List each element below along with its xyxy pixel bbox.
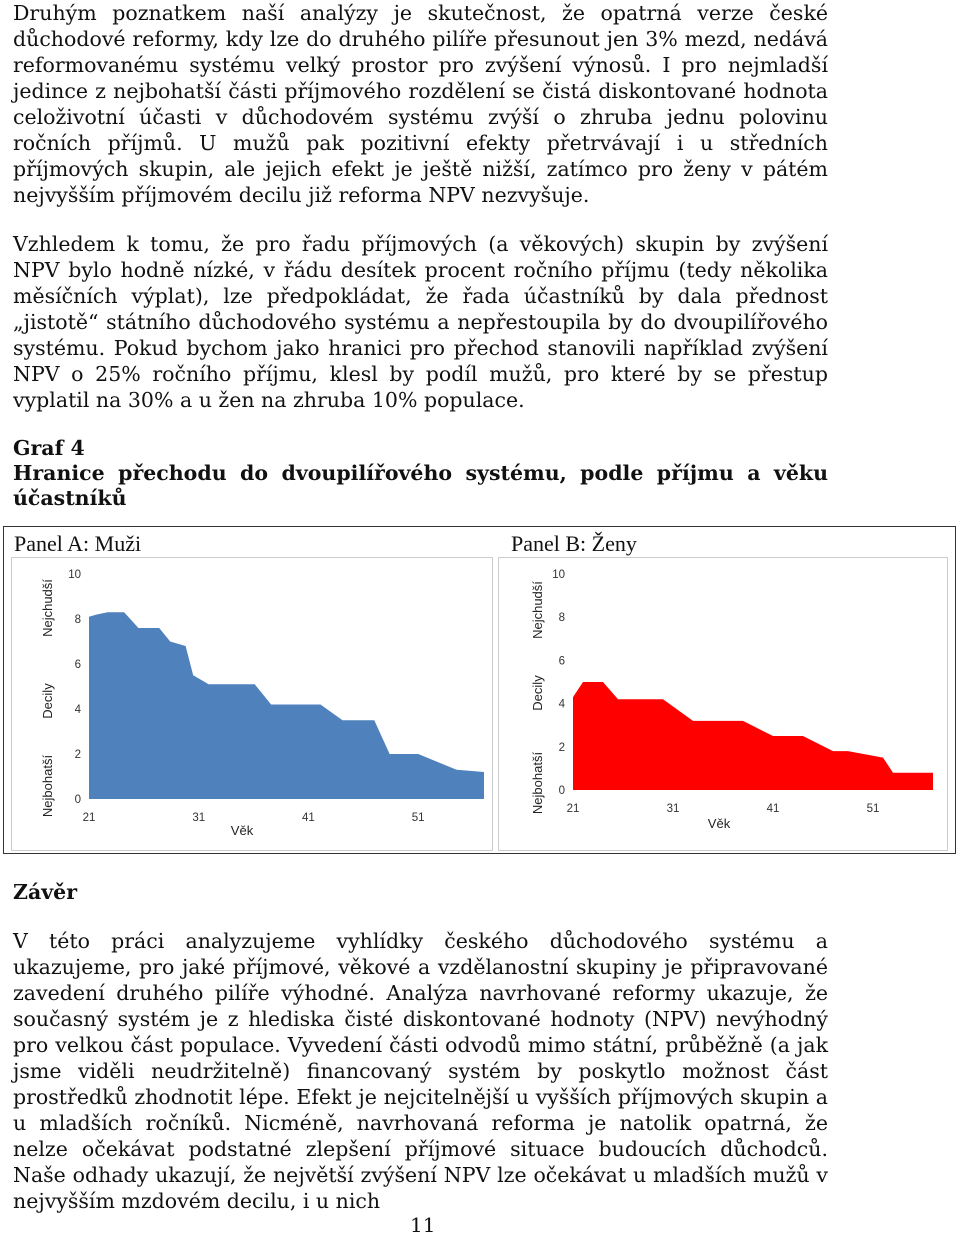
- y-tick-label: 10: [552, 569, 565, 581]
- y-tick-label: 4: [558, 698, 565, 711]
- y-tick-label: 10: [68, 569, 81, 581]
- area-series: [89, 612, 484, 799]
- page-number: 11: [410, 1213, 436, 1237]
- y-tick-label: 2: [74, 749, 81, 761]
- conclusion-heading: Závěr: [13, 880, 78, 904]
- y-tick-label: 2: [558, 741, 565, 754]
- panel-a-label: Panel A: Muži: [14, 531, 142, 556]
- y-tick-label: 6: [558, 655, 565, 668]
- y-tick-label: 6: [74, 659, 81, 671]
- y-axis-title-part: Nejchudší: [40, 579, 55, 637]
- y-axis-title-part: Decily: [530, 675, 545, 711]
- figure-label: Graf 4: [13, 436, 85, 460]
- figure-title: Hranice přechodu do dvoupilířového systému, podle příjmu a věku účastníků: [13, 461, 828, 510]
- y-axis-title-part: Nejchudší: [530, 581, 545, 639]
- area-series: [573, 682, 933, 790]
- x-tick-label: 21: [566, 803, 580, 815]
- x-axis-title: Věk: [707, 816, 731, 831]
- figure-frame: [3, 526, 956, 854]
- x-tick-label: 51: [866, 803, 880, 815]
- y-axis-title-part: Decily: [40, 683, 55, 719]
- y-tick-label: 0: [74, 794, 81, 806]
- x-tick-label: 31: [192, 812, 206, 824]
- panel-b-label: Panel B: Ženy: [511, 531, 637, 556]
- x-tick-label: 21: [82, 812, 96, 824]
- paragraph-analysis: Druhým poznatkem naší analýzy je skutečnost, že opatrná verze české důchodové reformy, kdy lze do druhého pilíře přesunout jen 3% mezd, nedává reformovanému systému velký prostor pro zvýšení výnosů. I pro nejmladší jedince z nejbohatší části příjmového rozdělení se čistá diskontované hodnota celoživotní účasti v důchodovém systému zvýší o zhruba jednu polovinu ročních příjmů. U mužů pak pozitivní efekty přetrvávají i u středních příjmových skupin, ale jejich efekt je ještě nižší, zatímco pro ženy v pátém nejvyšším příjmovém decilu již reforma NPV nezvyšuje.: [13, 1, 828, 207]
- paragraph-threshold: Vzhledem k tomu, že pro řadu příjmových (a věkových) skupin by zvýšení NPV bylo hodně nízké, v řádu desítek procent ročního příjmu (tedy několika měsíčních výplat), lze předpokládat, že řada účastníků by dala přednost „jistotě“ státního důchodového systému a nepřestoupila by do dvoupilířového systému. Pokud bychom jako hranici pro přechod stanovili například zvýšení NPV o 25% ročního příjmu, klesl by podíl mužů, pro které by se přestup vyplatil na 30% a u žen na zhruba 10% populace.: [13, 232, 828, 412]
- x-axis-title: Věk: [230, 823, 254, 838]
- y-axis-title-part: Nejbohatší: [530, 751, 545, 815]
- conclusion-text: V této práci analyzujeme vyhlídky českého důchodového systému a ukazujeme, pro jaké příjmové, věkové a vzdělanostní skupiny je připravované zavedení druhého pilíře výhodné. Analýza navrhované reformy ukazuje, že současný systém je z hlediska čisté diskontované hodnoty (NPV) nevýhodný pro velkou část populace. Vyvedení části odvodů mimo státní, průběžně (a jak jsme viděli neudržitelně) financovaný systém by poskytlo možnost část prostředků zhodnotit lépe. Efekt je nejcitelnější u vyšších příjmových skupin a u mladších ročníků. Nicméně, navrhovaná reforma je natolik opatrná, že nelze očekávat podstatné zlepšení příjmové situace budoucích důchodců. Naše odhady ukazují, že největší zvýšení NPV lze očekávat u mladších mužů v nejvyšším mzdovém decilu, i u nich: [13, 929, 828, 1213]
- x-tick-label: 31: [666, 803, 680, 815]
- x-tick-label: 41: [766, 803, 780, 815]
- chart-men: [12, 558, 492, 850]
- x-tick-label: 41: [302, 812, 315, 824]
- y-tick-label: 8: [74, 614, 81, 626]
- panel-a: [11, 557, 493, 851]
- x-tick-label: 51: [411, 812, 425, 824]
- y-axis-title-part: Nejbohatší: [40, 754, 55, 818]
- y-tick-label: 8: [558, 612, 565, 625]
- chart-women: [499, 558, 947, 850]
- y-tick-label: 4: [74, 704, 81, 716]
- y-tick-label: 0: [558, 785, 565, 797]
- panel-b: [498, 557, 948, 851]
